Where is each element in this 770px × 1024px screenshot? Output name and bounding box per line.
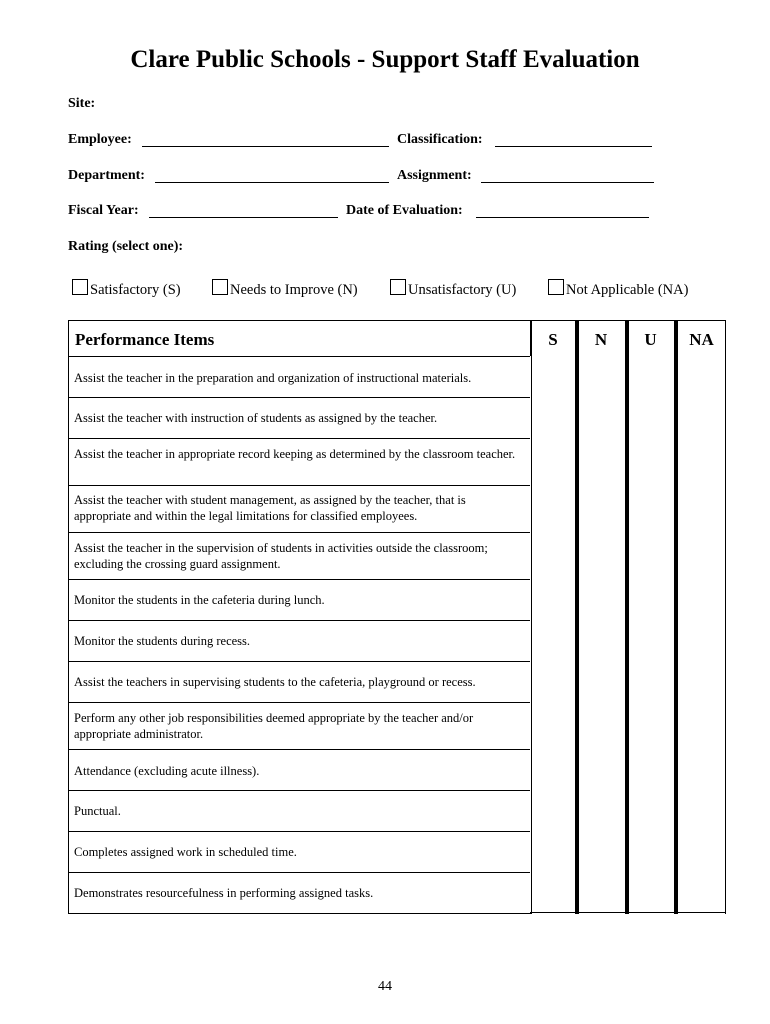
site-label: Site:	[68, 96, 96, 111]
column-divider	[575, 320, 579, 914]
classification-label: Classification:	[397, 132, 483, 147]
row-divider	[68, 790, 530, 791]
checkbox-icon[interactable]	[72, 279, 88, 295]
header-na: NA	[689, 330, 714, 349]
header-n: N	[594, 330, 608, 349]
performance-item: Assist the teacher with student management, as assigned by the teacher, that is appropriate and within the legal limitations for classified employees.	[74, 493, 466, 523]
performance-table	[68, 320, 726, 914]
row-divider	[68, 661, 530, 662]
row-divider	[68, 532, 530, 533]
fiscal-year-field[interactable]	[149, 217, 338, 218]
header-u: U	[644, 330, 657, 349]
row-divider	[68, 438, 530, 439]
classification-field[interactable]	[495, 146, 652, 147]
column-divider	[725, 320, 726, 914]
fiscal-year-label: Fiscal Year:	[68, 203, 139, 218]
assignment-label: Assignment:	[397, 168, 472, 183]
form-title: Clare Public Schools - Support Staff Evaluation	[130, 46, 640, 73]
row-divider	[68, 749, 530, 750]
row-divider	[68, 485, 530, 486]
checkbox-icon[interactable]	[548, 279, 564, 295]
performance-item: Monitor the students in the cafeteria during lunch.	[74, 593, 325, 607]
row-divider	[68, 872, 530, 873]
rating-label: Rating (select one):	[68, 239, 184, 254]
row-divider	[68, 356, 530, 357]
row-divider	[68, 620, 530, 621]
header-s: S	[548, 330, 558, 349]
department-field[interactable]	[155, 182, 389, 183]
column-divider	[530, 320, 531, 356]
performance-item: Assist the teacher in the preparation and organization of instructional materials.	[74, 371, 472, 385]
performance-item: Attendance (excluding acute illness).	[74, 764, 260, 778]
row-divider	[68, 831, 530, 832]
checkbox-icon[interactable]	[390, 279, 406, 295]
rating-option-label: Needs to Improve (N)	[230, 282, 358, 298]
performance-item: Assist the teacher with instruction of students as assigned by the teacher.	[74, 411, 438, 425]
date-of-evaluation-field[interactable]	[476, 217, 649, 218]
performance-item: Completes assigned work in scheduled time.	[74, 845, 297, 859]
performance-item: Punctual.	[74, 804, 121, 818]
row-divider	[68, 397, 530, 398]
assignment-field[interactable]	[481, 182, 654, 183]
header-performance-items: Performance Items	[75, 330, 215, 349]
column-divider	[625, 320, 629, 914]
performance-item: Assist the teacher in the supervision of students in activities outside the classroom; excluding the crossing guard assignment.	[74, 541, 488, 571]
performance-item: Monitor the students during recess.	[74, 634, 251, 648]
column-divider	[674, 320, 678, 914]
row-divider	[68, 702, 530, 703]
performance-item: Perform any other job responsibilities deemed appropriate by the teacher and/or appropriate administrator.	[74, 711, 474, 741]
department-label: Department:	[68, 168, 145, 183]
page-number: 44	[378, 979, 392, 994]
checkbox-icon[interactable]	[212, 279, 228, 295]
performance-item: Demonstrates resourcefulness in performing assigned tasks.	[74, 886, 374, 900]
date-of-evaluation-label: Date of Evaluation:	[346, 203, 463, 218]
row-divider	[68, 579, 530, 580]
rating-option-label: Unsatisfactory (U)	[408, 282, 517, 298]
rating-option-label: Satisfactory (S)	[90, 282, 181, 298]
rating-columns-bottom-border	[530, 912, 726, 913]
rating-option-label: Not Applicable (NA)	[566, 282, 689, 298]
employee-field[interactable]	[142, 146, 389, 147]
performance-item: Assist the teachers in supervising students to the cafeteria, playground or recess.	[74, 675, 476, 689]
employee-label: Employee:	[68, 132, 132, 147]
performance-item: Assist the teacher in appropriate record keeping as determined by the classroom teacher.	[74, 447, 516, 461]
